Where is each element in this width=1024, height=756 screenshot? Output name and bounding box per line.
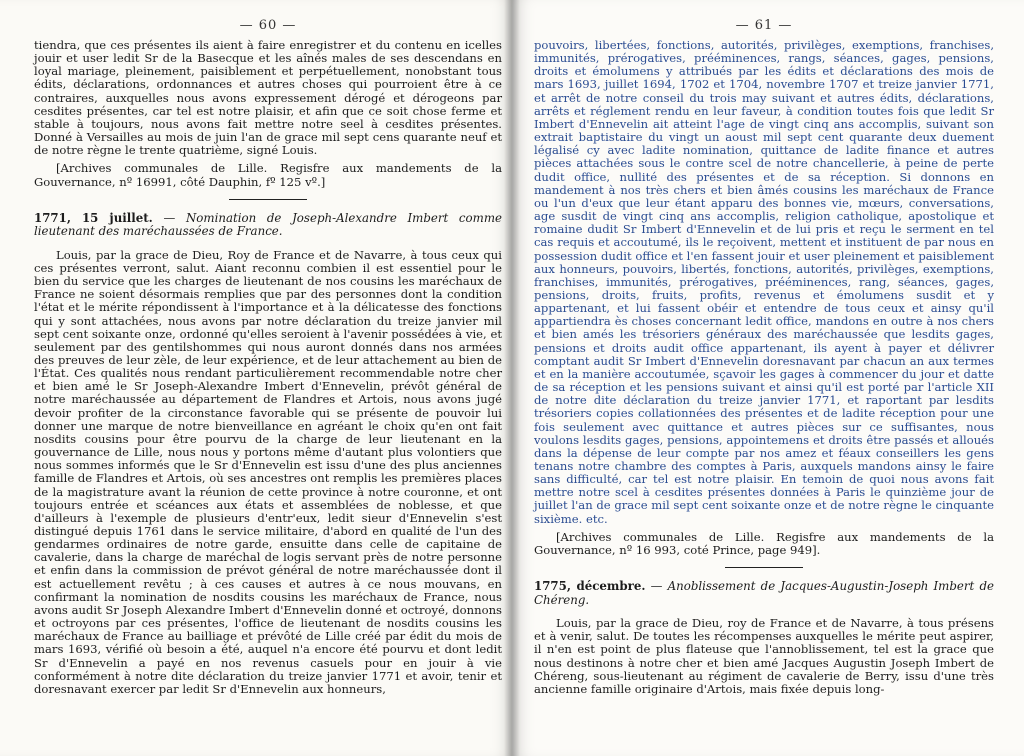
act-body-right: Louis, par la grace de Dieu, roy de France et de Navarre, à tous présens et à venir, salut. De toutes les récompenses auxquelles le mérite peut aspirer, il n'en est point de plus flateuse que l'annoblissement, tel est la grace que nous destinons à notre cher et bien amé Jacques Augustin Joseph Imbert de Chéreng, sous-lieutenant au régiment de cavalerie de Berry, issu d'une très ancienne famille originaire d'Artois, mais fixée depuis long- — [534, 616, 994, 696]
section-divider-left — [229, 199, 307, 200]
right-page — [512, 0, 1024, 756]
continuation-text-right: pouvoirs, libertées, fonctions, autorités, privilèges, exemptions, franchises, immunités, prérogatives, prééminences, rangs, séances, gages, pensions, droits et émolumens y attribués par les édits et déclarations des mois de mars 1693, juillet 1694, 1702 et 1704, novembre 1707 et treize janvier 1771, et arrêt de notre conseil du trois may suivant et autres édits, déclarations, arrêts et réglement rendu en leur faveur, à condition toutes fois que ledit Sr Imbert d'Ennevelin ait atteint l'age de vingt cinq ans accomplis, suivant son extrait baptistaire du vingt un aoust mil sept cent quarante deux duement légalisé cy avec ladite nomination, quittance de ladite finance et autres pièces attachées sous le contre scel de notre chancellerie, à peine de perte dudit office, nullité des présentes et de sa réception. Si donnons en mandement à nos très chers et bien âmés cousins les maréchaux de France ou l'un d'eux que leur étant apparu des bonnes vie, mœurs, conversations, age susdit de vingt cinq ans accomplis, religion catholique, apostolique et romaine dudit Sr Imbert d'Ennevelin et de lui pris et reçu le serment en tel cas requis et accoutumé, ils le reçoivent, mettent et instituent de par nous en possession dudit office et l'en fassent jouir et user pleinement et paisiblement aux honneurs, pouvoirs, libertés, fonctions, autorités, privilèges, exemptions, franchises, immunités, prérogatives, prééminences, rang, séances, gages, pensions, droits, fruits, profits, revenus et émolumens susdit et y appartenant, et lui fassent obéir et entendre de tous ceux et ainsy qu'il appartiendra ès choses concernant ledit office, mandons en outre à nos chers et bien amés les trésoriers généraux des maréchaussée que lesdits gages, pensions et droits audit office appartenant, ils ayent à payer et délivrer comptant audit Sr Imbert d'Ennevelin doresnavant par chacun an aux termes et en la manière accoutumée, sçavoir les gages à commencer du jour et datte de sa réception et les pensions suivant et ainsi qu'il est porté par l'article XII de notre dite déclaration du treize janvier 1771, et raportant par lesdits trésoriers copies collationnées des présentes et de ladite réception pour une fois seulement avec quittance et autres pièces sur ce suffisantes, nous voulons lesdits gages, pensions, appointemens et droits être passés et alloués dans la dépense de leur compte par nos amez et féaux conseillers les gens tenans notre chambre des comptes à Paris, auxquels mandons ainsy le faire sans difficulté, car tel est notre plaisir. En temoin de quoi nous avons fait mettre notre scel à cesdites présentes données à Paris le quinzième jour de juillet l'an de grace mil sept cent soixante onze et de notre règne le cinquante sixième. etc. — [534, 38, 994, 526]
act-body-left: Louis, par la grace de Dieu, Roy de France et de Navarre, à tous ceux qui ces présentes verront, salut. Aiant reconnu combien il est essentiel pour le bien du service que les charges de lieutenant de nos cousins les maréchaux de France ne soient désormais remplies que par des personnes dont la condition l'état et le mérite répondissent à l'importance et à la délicatesse des fonctions qui y sont attachées, nous avons par notre déclaration du treize janvier mil sept cent soixante onze, ordonné qu'elles seroient à l'avenir possédées à vie, et seulement par des gentilshommes qui nous auront donnés dans nos armées des preuves de leur zèle, de leur expérience, et de leur attachement au bien de l'État. Ces qualités nous rendant particulièrement recommendable notre cher et bien amé le Sr Joseph-Alexandre Imbert d'Ennevelin, prévôt général de notre maréchaussée au département de Flandres et Artois, nous avons jugé devoir profiter de la circonstance favorable qui se présente de pouvoir lui donner une marque de notre bienveillance en agréant le choix qu'en ont fait nosdits cousins pour être pourvu de la charge de leur lieutenant en la gouvernance de Lille, nous nous y portons même d'autant plus volontiers que nous sommes informés que le Sr d'Ennevelin est issu d'une des plus anciennes famille de Flandres et Artois, où ses ancestres ont remplis les premières places de la magistrature avant la réunion de cette province à notre couronne, et ont toujours entrée et scéances aux états et assemblées de noblesse, et que d'ailleurs à l'exemple de plusieurs d'entr'eux, ledit sieur d'Ennevelin s'est distingué depuis 1761 dans le service militaire, d'abord en qualité de l'un des gendarmes ordinaires de notre garde, ensuitte dans celle de capitaine de cavalerie, dans la charge de maréchal de logis servant près de notre personne et enfin dans la commission de prévot général de notre maréchaussée dont il est actuellement revêtu ; à ces causes et autres à ce nous mouvans, en confirmant la nomination de nosdits cousins les maréchaux de France, nous avons audit Sr Joseph Alexandre Imbert d'Ennevelin donné et octroyé, donnons et octroyons par ces présentes, l'office de lieutenant de nosdits cousins les maréchaux de France au bailliage et prévôté de Lille créé par édit du mois de mars 1693, vérifié où besoin a été, auquel n'a encore été pourvu et dont ledit Sr d'Ennevelin a payé en nos revenus casuels pour en jouir à vie conformément à notre dite déclaration du treize janvier 1771 et avoir, tenir et doresnavant exercer par ledit Sr d'Ennevelin aux honneurs, — [34, 247, 502, 696]
page-number-left: — 60 — — [239, 18, 297, 33]
act-date-right: 1775, décembre. — [534, 579, 646, 594]
act-heading-left — [34, 212, 502, 239]
archive-reference-right: [Archives communales de Lille. Regisfre aux mandements de la Gouvernance, nº 16 993, coté Prince, page 949]. — [534, 529, 994, 557]
act-title-left: — Nomination de Joseph-Alexandre Imbert comme lieutenant des maréchaussées de France. — [34, 210, 502, 239]
act-date-left: 1771, 15 juillet. — [34, 210, 153, 225]
book-gutter — [504, 0, 520, 756]
archive-reference-left: [Archives communales de Lille. Regisfre aux mandements de la Gouvernance, nº 16991, côté Dauphin, fº 125 vº.] — [34, 161, 502, 189]
act-heading-right — [534, 580, 994, 607]
continuation-text-left: tiendra, que ces présentes ils aient à faire enregistrer et du contenu en icelles jouir et user ledit Sr de la Basecque et les aînés males de ses descendans en loyal mariage, pleinement, paisiblement et perpétuellement, nonobstant tous édits, déclarations, ordonnances et autres choses qui pourroient être à ce contraires, auxquelles nous avons expressement dérogé et dérogeons par cesdites présentes, car tel est notre plaisir, et afin que ce soit chose ferme et stable à toujours, nous avons fait mettre notre seel à cesdites présentes. Donné à Versailles au mois de juin l'an de grace mil sept cens quarante neuf et de notre règne le trente quatrième, signé Louis. — [34, 38, 502, 158]
page-number-right: — 61 — — [735, 18, 793, 33]
act-title-right: — Anoblissement de Jacques-Augustin-Joseph Imbert de Chéreng. — [534, 579, 994, 607]
section-divider-right — [725, 567, 803, 568]
